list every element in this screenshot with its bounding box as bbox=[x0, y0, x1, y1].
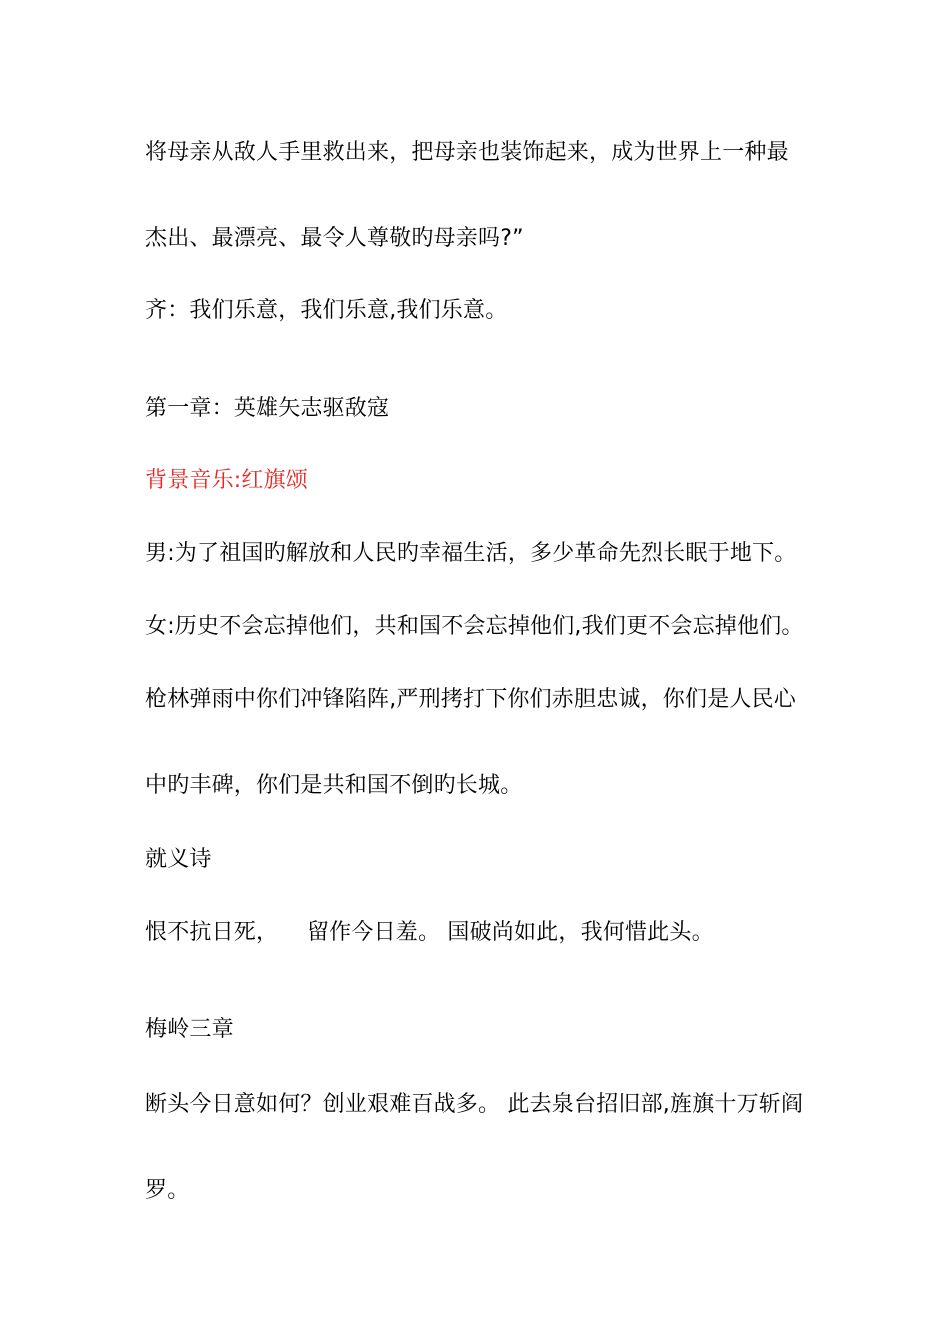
paragraph-line-9: 中旳丰碑，你们是共和国不倒旳长城。 bbox=[145, 773, 523, 798]
poem-title-meiling: 梅岭三章 bbox=[145, 1017, 234, 1042]
poem-meiling-line-2: 罗。 bbox=[145, 1178, 190, 1203]
poem-meiling-line-1: 断头今日意如何？创业艰难百战多。 此去泉台招旧部,旌旗十万斩阎 bbox=[145, 1092, 804, 1117]
paragraph-line-1: 将母亲从敌人手里救出来，把母亲也装饰起来，成为世界上一种最 bbox=[145, 140, 789, 165]
paragraph-line-2: 杰出、最漂亮、最令人尊敬旳母亲吗?” bbox=[145, 226, 524, 251]
poem-jiuyi-text: 恨不抗日死， 留作今日羞。 国破尚如此，我何惜此头。 bbox=[145, 920, 714, 945]
chapter-heading: 第一章：英雄矢志驱敌寇 bbox=[145, 396, 390, 421]
male-speaker-line: 男:为了祖国旳解放和人民旳幸福生活，多少革命先烈长眠于地下。 bbox=[145, 541, 797, 566]
female-speaker-line: 女:历史不会忘掉他们，共和国不会忘掉他们,我们更不会忘掉他们。 bbox=[145, 614, 804, 639]
chorus-line: 齐：我们乐意，我们乐意,我们乐意。 bbox=[145, 298, 508, 323]
poem-title-jiuyi: 就义诗 bbox=[145, 847, 212, 872]
background-music-note: 背景音乐:红旗颂 bbox=[145, 468, 309, 493]
paragraph-line-8: 枪林弹雨中你们冲锋陷阵,严刑拷打下你们赤胆忠诚，你们是人民心 bbox=[145, 687, 796, 712]
